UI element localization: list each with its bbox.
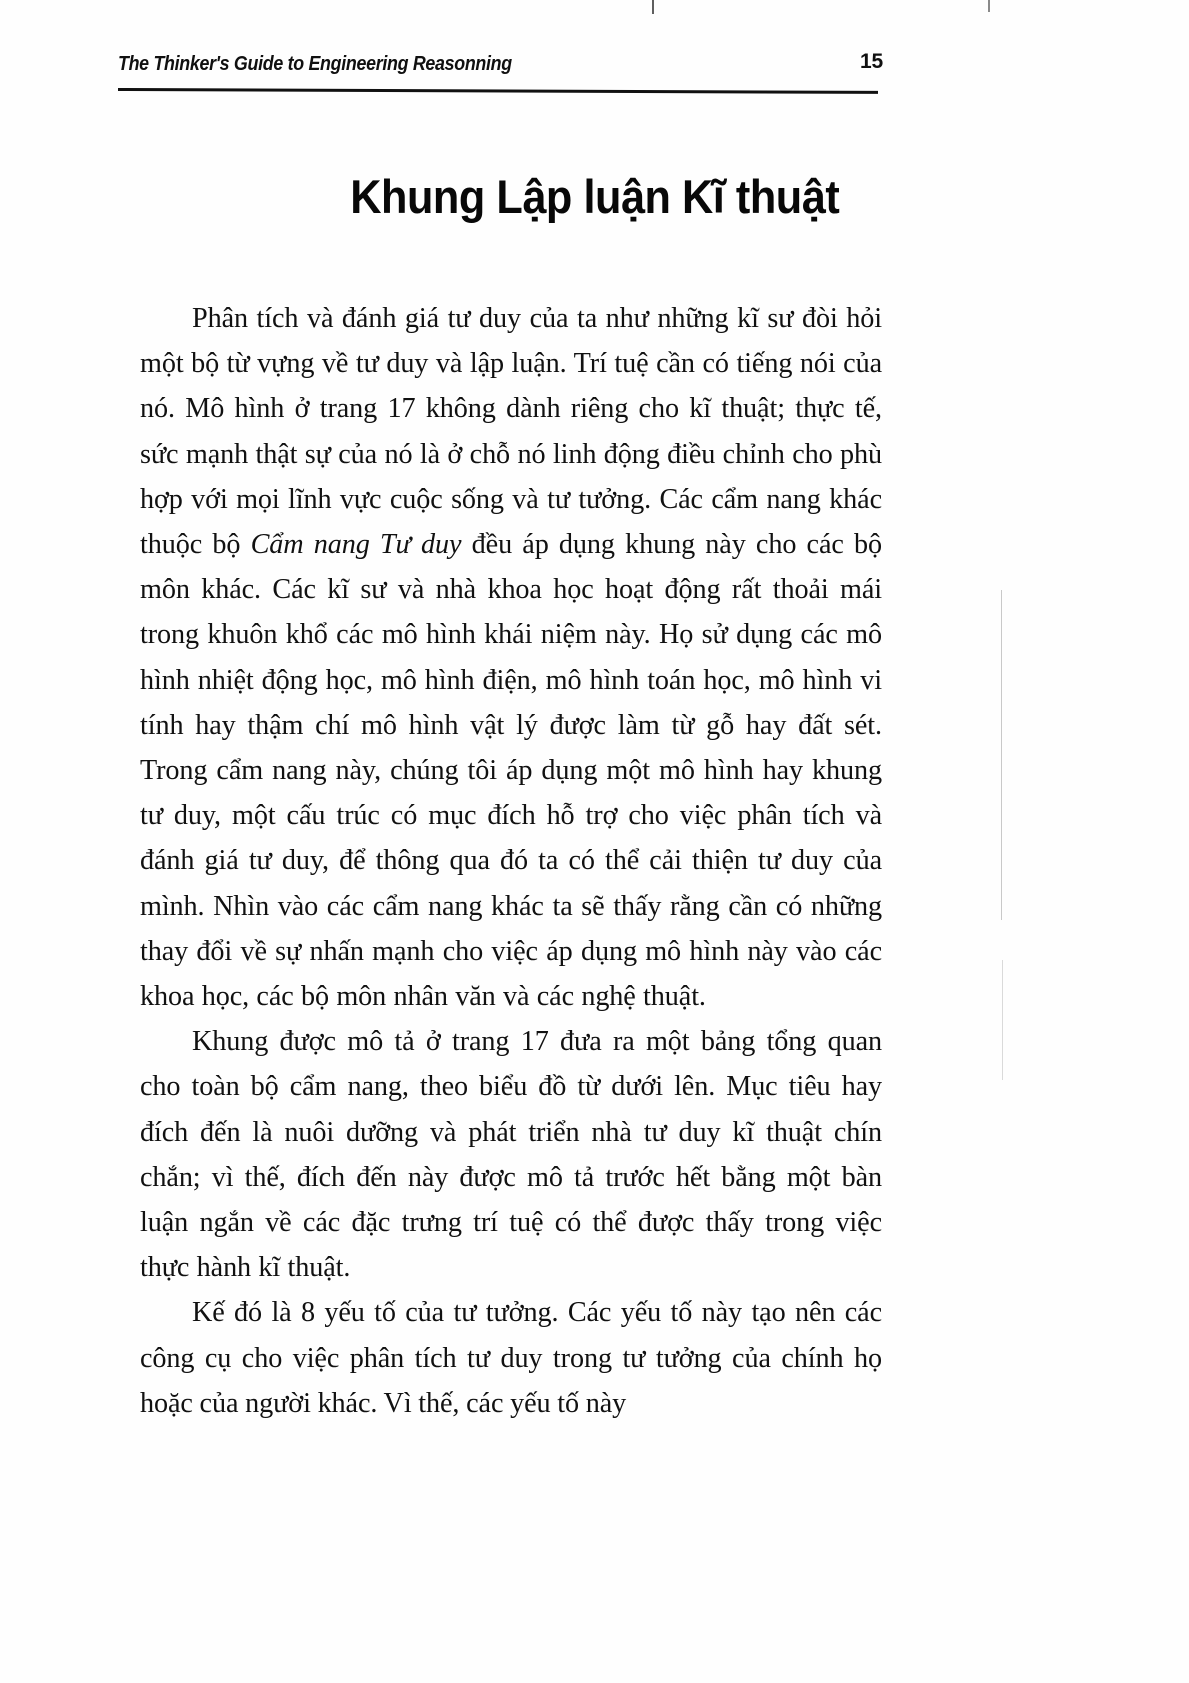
page-number: 15 [860, 50, 883, 73]
book-title-tu-duy: Tư duy [379, 529, 462, 561]
paragraph-1-part-c: đều áp dụng khung này cho các bộ môn khác. Các kĩ sư và nhà khoa học hoạt động rất thoải mái trong khuôn khổ các mô hình khái niệm này. Họ sử dụng các mô hình nhiệt động học, mô hình điện, mô hình toán học, mô hình vi tính hay thậm chí mô hình vật lý được làm từ gỗ hay đất sét. Trong cẩm nang này, chúng tôi áp dụng một mô hình hay khung tư duy, một cấu trúc có mục đích hỗ trợ cho việc phân tích và đánh giá tư duy, để thông qua đó ta có thể cải thiện tư duy của mình. Nhìn vào các cẩm nang khác ta sẽ thấy rằng cần có những thay đổi về sự nhấn mạnh cho việc áp dụng mô hình này vào các khoa học, các bộ môn nhân văn và các nghệ thuật. [140, 529, 882, 1013]
crop-mark-top-left [652, 0, 654, 14]
body-text-column [140, 296, 882, 1426]
running-head-title: The Thinker's Guide to Engineering Reasonning [118, 52, 512, 75]
paragraph-3: Kế đó là 8 yếu tố của tư tưởng. Các yếu tố này tạo nên các công cụ cho việc phân tích tư duy trong tư tưởng của chính họ hoặc của người khác. Vì thế, các yếu tố này [140, 1297, 882, 1419]
scan-edge-artifact [1001, 590, 1002, 920]
paragraph-1-space [370, 529, 380, 560]
crop-mark-top-right [988, 0, 990, 12]
page-title [0, 169, 1189, 224]
chapter-title-text: Khung Lập luận Kĩ thuật [349, 170, 840, 224]
book-title-cam-nang: Cẩm nang [250, 529, 370, 561]
paragraph-1-part-a: Phân tích và đánh giá tư duy của ta như những kĩ sư đòi hỏi một bộ từ vựng về tư duy và lập luận. Trí tuệ cần có tiếng nói của nó. Mô hình ở trang 17 không dành riêng cho kĩ thuật; thực tế, sức mạnh thật sự của nó là ở chỗ nó linh động điều chỉnh cho phù hợp với mọi lĩnh vực cuộc sống và tư tưởng. Các cẩm nang khác thuộc bộ [140, 303, 882, 561]
running-head [118, 50, 883, 92]
scan-edge-artifact-secondary [1002, 960, 1003, 1080]
paragraph-1 [140, 296, 882, 1019]
paragraph-2: Khung được mô tả ở trang 17 đưa ra một bảng tổng quan cho toàn bộ cẩm nang, theo biểu đồ từ dưới lên. Mục tiêu hay đích đến là nuôi dưỡng và phát triển nhà tư duy kĩ thuật chín chắn; vì thế, đích đến này được mô tả trước hết bằng một bàn luận ngắn về các đặc trưng trí tuệ có thể được thấy trong việc thực hành kĩ thuật. [140, 1026, 882, 1284]
